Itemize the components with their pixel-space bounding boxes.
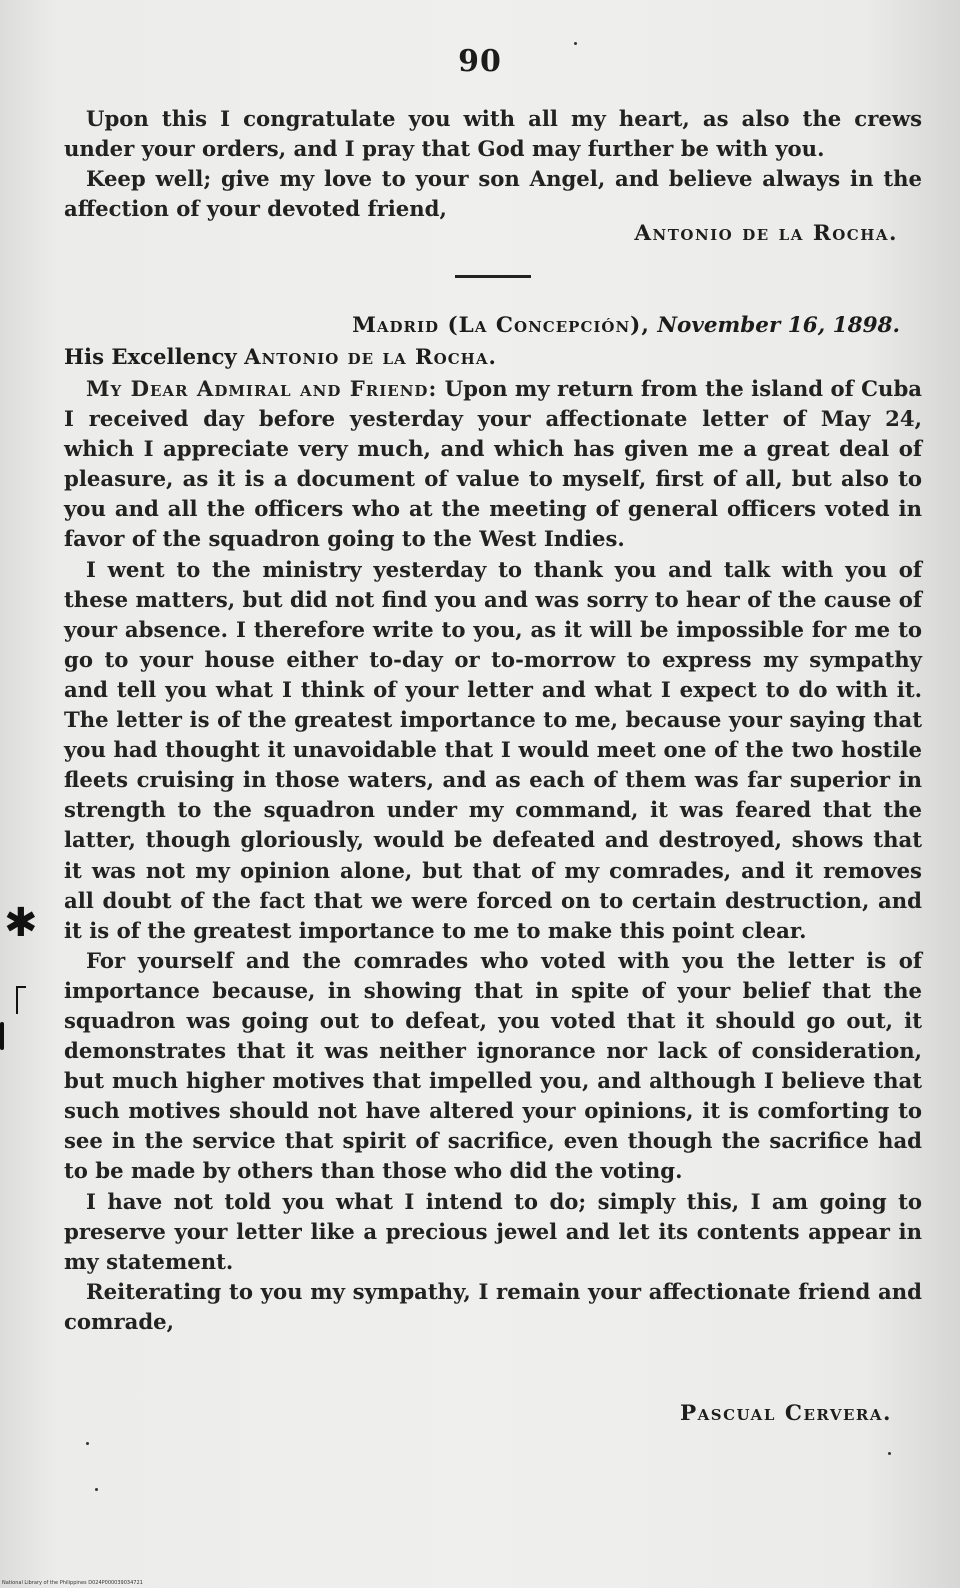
letter-paragraph-2: I went to the ministry yesterday to thank you and talk with you of these matters, but did not find you and was sorry to hear of the cause of your absence. I therefore write to you, as it will be impossible for me to go to your house either to-day or to-morrow to express my sympathy and tell you what I think of your letter and what I expect to do with it. The letter is of the greatest importance to me, because your saying that you had thought it unavoidable that I would meet one of the two hostile fleets cruising in those waters, and as each of them was far superior in strength to the squadron under my command, it was feared that the latter, though gloriously, would be defeated and destroyed, shows that it was not my opinion alone, but that of my comrades, and it removes all doubt of the fact that we were forced on to certain destruction, and it is of the greatest importance to me to make this point clear. <box>64 556 922 943</box>
closing-letter-text <box>64 104 922 224</box>
letter-paragraph-1 <box>64 374 922 555</box>
letter-paragraph-4: I have not told you what I intend to do; simply this, I am going to preserve your letter like a precious jewel and let its contents appear in my statement. <box>64 1188 922 1274</box>
letter-paragraph-5: Reiterating to you my sympathy, I remain your affectionate friend and comrade, <box>64 1278 922 1334</box>
closing-paragraph-2: Keep well; give my love to your son Angel, and believe always in the affection of your devoted friend, <box>64 166 922 222</box>
letter-paragraph-1-text: Upon my return from the island of Cuba I received day before yesterday your affectionate letter of May 24, which I appreciate very much, and which has given me a great deal of pleasure, as it is a document of value to myself, first of all, but also to you and all the officers who at the meeting of general officers voted in favor of the squadron going to the West Indies. <box>64 376 922 552</box>
signature-antonio-de-la-rocha: Antonio de la Rocha. <box>634 221 898 246</box>
addressee <box>64 344 497 369</box>
scan-speck <box>86 1442 89 1445</box>
salutation: My Dear Admiral and Friend: <box>86 376 438 401</box>
page-number: 90 <box>458 44 502 79</box>
addressee-prefix: His Excellency <box>64 344 237 369</box>
letter-body <box>64 374 922 1337</box>
section-divider <box>455 275 531 278</box>
scan-speck <box>888 1452 891 1455</box>
addressee-name: Antonio de la Rocha. <box>244 344 497 369</box>
dateline-place: Madrid (La Concepción), <box>352 313 650 338</box>
footer-credit: National Library of the Philippines D024P000039034721 <box>2 1580 143 1586</box>
scan-speck <box>574 42 577 45</box>
signature-pascual-cervera: Pascual Cervera. <box>679 1401 892 1426</box>
closing-paragraph-1: Upon this I congratulate you with all my heart, as also the crews under your orders, and I pray that God may further be with you. <box>64 106 922 162</box>
dateline-date: November 16, 1898. <box>657 313 900 338</box>
margin-bracket-mark <box>16 986 26 1014</box>
scan-speck <box>95 1488 98 1491</box>
margin-bar-mark <box>0 1022 4 1050</box>
letter-paragraph-3: For yourself and the comrades who voted with you the letter is of importance because, in showing that in spite of your belief that the squadron was going out to defeat, you voted that it should go out, it demonstrates that it was neither ignorance nor lack of consideration, but much higher motives that impelled you, and although I believe that such motives should not have altered your opinions, it is comforting to see in the service that spirit of sacrifice, even though the sacrifice had to be made by others than those who did the voting. <box>64 947 922 1184</box>
margin-asterisk-mark: ✱ <box>4 900 38 946</box>
dateline <box>352 313 900 338</box>
